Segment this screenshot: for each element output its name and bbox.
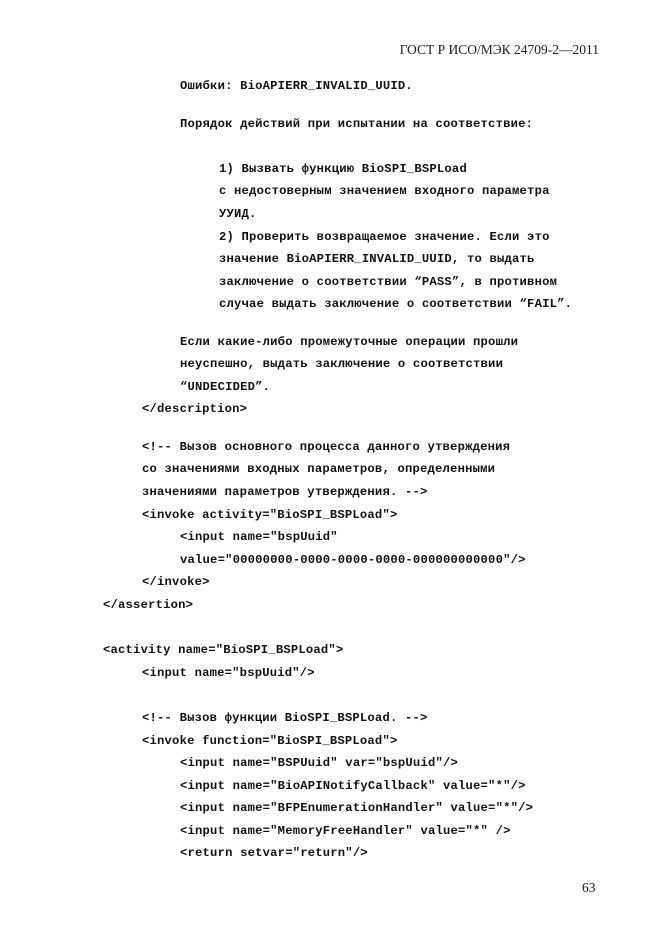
text-line: <invoke function="BioSPI_BSPLoad"> <box>142 734 398 748</box>
text-line: заключение о соответствии “PASS”, в противном <box>219 275 558 289</box>
text-line: value="00000000-0000-0000-0000-000000000000"/> <box>180 553 526 567</box>
text-line: <return setvar="return"/> <box>180 846 368 860</box>
text-line: <input name="MemoryFreeHandler" value="*" /> <box>180 824 511 838</box>
text-line: <activity name="BioSPI_BSPLoad"> <box>103 643 344 657</box>
document-header-standard-id: ГОСТ Р ИСО/МЭК 24709-2—2011 <box>399 42 599 57</box>
text-line: значение BioAPIERR_INVALID_UUID, то выдать <box>219 252 535 266</box>
text-line: “UNDECIDED”. <box>180 380 271 394</box>
text-line: <input name="bspUuid" <box>180 530 338 544</box>
text-line: Если какие-либо промежуточные операции прошли <box>180 335 519 349</box>
text-line: </description> <box>142 402 248 416</box>
text-line: 1) Вызвать функцию BioSPI_BSPLoad <box>219 162 467 176</box>
text-line: значениями параметров утверждения. --> <box>142 485 428 499</box>
text-line: 2) Проверить возвращаемое значение. Если это <box>219 230 550 244</box>
text-line: <!-- Вызов функции BioSPI_BSPLoad. --> <box>142 711 428 725</box>
text-line: <!-- Вызов основного процесса данного утверждения <box>142 440 511 454</box>
text-line: со значениями входных параметров, определенными <box>142 462 496 476</box>
text-line: <invoke activity="BioSPI_BSPLoad"> <box>142 508 398 522</box>
text-line: УУИД. <box>219 207 257 221</box>
text-line: </assertion> <box>103 598 194 612</box>
text-line: Порядок действий при испытании на соответствие: <box>180 117 534 131</box>
text-line: </invoke> <box>142 575 210 589</box>
page-number: 63 <box>582 880 596 895</box>
text-line: <input name="BSPUuid" var="bspUuid"/> <box>180 756 459 770</box>
text-line: случае выдать заключение о соответствии “FAIL”. <box>219 297 573 311</box>
text-line: <input name="bspUuid"/> <box>142 666 315 680</box>
text-line: с недостоверным значением входного параметра <box>219 184 550 198</box>
text-line: неуспешно, выдать заключение о соответствии <box>180 357 504 371</box>
text-line: <input name="BFPEnumerationHandler" value="*"/> <box>180 801 534 815</box>
text-line: Ошибки: BioAPIERR_INVALID_UUID. <box>180 79 413 93</box>
text-line: <input name="BioAPINotifyCallback" value="*"/> <box>180 779 526 793</box>
